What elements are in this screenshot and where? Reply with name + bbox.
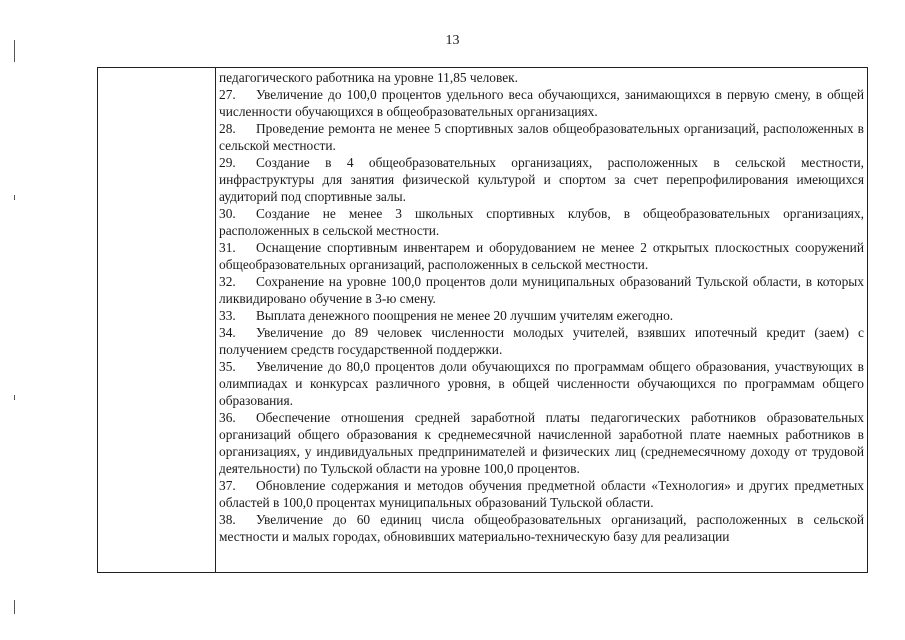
item-text: Увеличение до 89 человек численности молодых учителей, взявших ипотечный кредит (заем) с получением средств государственной поддержки.: [219, 325, 864, 357]
list-item: [219, 205, 864, 239]
item-text: Оснащение спортивным инвентарем и оборудованием не менее 2 открытых плоскостных сооружений общеобразовательных организаций, расположенных в сельской местности.: [219, 240, 864, 272]
table-right-column: [216, 68, 867, 572]
item-text: Обеспечение отношения средней заработной платы педагогических работников образовательных организаций общего образования к среднемесячной начисленной заработной плате наемных работников в организациях, у индивидуальных предпринимателей и физических лиц (среднемесячному доходу от трудовой деятельности) по Тульской области на уровне 100,0 процентов.: [219, 410, 864, 476]
item-text: Создание в 4 общеобразовательных организациях, расположенных в сельской местности, инфраструктуры для занятия физической культурой и спортом за счет перепрофилирования имеющихся аудиторий под спортивные залы.: [219, 155, 864, 204]
list-item: [219, 307, 864, 324]
scan-mark: [14, 195, 15, 200]
table-left-column: [98, 68, 216, 572]
item-list: [219, 86, 864, 545]
scan-mark: [14, 40, 15, 62]
page-number: 13: [445, 33, 460, 48]
item-text: Создание не менее 3 школьных спортивных клубов, в общеобразовательных организациях, расположенных в сельской местности.: [219, 206, 864, 238]
item-number: 38.: [219, 512, 236, 527]
continuation-text: педагогического работника на уровне 11,85 человек.: [219, 70, 519, 85]
list-item: [219, 511, 864, 545]
item-number: 30.: [219, 206, 236, 221]
scan-mark: [14, 395, 15, 400]
item-text: Проведение ремонта не менее 5 спортивных залов общеобразовательных организаций, расположенных в сельской местности.: [219, 121, 864, 153]
list-item: [219, 120, 864, 154]
item-number: 37.: [219, 478, 236, 493]
item-text: Обновление содержания и методов обучения предметной области «Технология» и других предметных областей в 100,0 процентах муниципальных образований Тульской области.: [219, 478, 864, 510]
list-item: [219, 358, 864, 409]
item-number: 28.: [219, 121, 236, 136]
list-item: [219, 239, 864, 273]
scan-mark: [14, 600, 15, 614]
item-number: 35.: [219, 359, 236, 374]
list-item: [219, 324, 864, 358]
list-item: [219, 477, 864, 511]
list-item: [219, 409, 864, 477]
item-number: 31.: [219, 240, 236, 255]
item-number: 27.: [219, 87, 236, 102]
item-text: Увеличение до 100,0 процентов удельного веса обучающихся, занимающихся в первую смену, в общей численности обучающихся в общеобразовательных организациях.: [219, 87, 864, 119]
item-number: 36.: [219, 410, 236, 425]
list-item: [219, 273, 864, 307]
item-text: Сохранение на уровне 100,0 процентов доли муниципальных образований Тульской области, в которых ликвидировано обучение в 3-ю смену.: [219, 274, 864, 306]
item-number: 29.: [219, 155, 236, 170]
item-number: 34.: [219, 325, 236, 340]
item-text: Выплата денежного поощрения не менее 20 лучшим учителям ежегодно.: [256, 308, 674, 323]
item-text: Увеличение до 60 единиц числа общеобразовательных организаций, расположенных в сельской местности и малых городах, обновивших материально-техническую базу для реализации: [219, 512, 864, 544]
item-number: 33.: [219, 308, 236, 323]
list-item: [219, 86, 864, 120]
item-text: Увеличение до 80,0 процентов доли обучающихся по программам общего образования, участвующих в олимпиадах и конкурсах различного уровня, в общей численности обучающихся по программам общего образования.: [219, 359, 864, 408]
document-table: [97, 67, 868, 573]
list-item: [219, 154, 864, 205]
item-number: 32.: [219, 274, 236, 289]
